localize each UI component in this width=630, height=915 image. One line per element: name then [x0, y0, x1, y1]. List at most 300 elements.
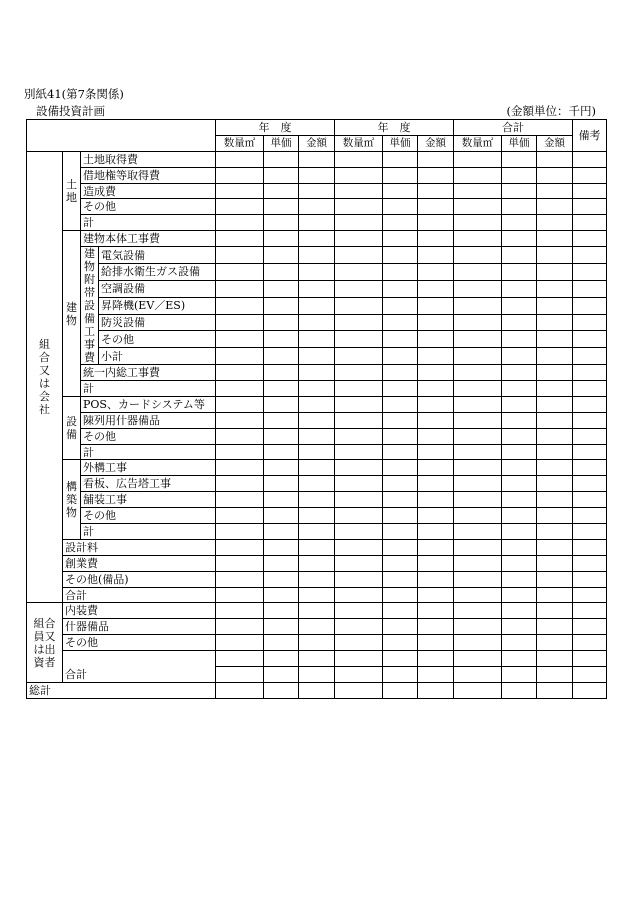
row-label: POS、カードシステム等	[81, 396, 216, 412]
data-cell	[537, 651, 573, 667]
data-cell	[573, 199, 607, 215]
data-cell	[216, 412, 264, 428]
data-cell	[216, 348, 264, 365]
group-contributor: 組合員又は出資者	[27, 603, 63, 682]
data-cell	[383, 539, 418, 555]
data-cell	[537, 476, 573, 492]
data-cell	[335, 231, 383, 247]
data-cell	[383, 555, 418, 571]
data-cell	[383, 365, 418, 381]
data-cell	[335, 444, 383, 460]
data-cell	[502, 555, 537, 571]
data-cell	[299, 539, 335, 555]
data-cell	[454, 331, 502, 348]
data-cell	[299, 508, 335, 524]
data-cell	[502, 587, 537, 603]
data-cell	[502, 297, 537, 314]
data-cell	[216, 603, 264, 619]
data-cell	[216, 444, 264, 460]
data-cell	[383, 199, 418, 215]
data-cell	[573, 651, 607, 667]
data-cell	[573, 492, 607, 508]
data-cell	[216, 524, 264, 540]
row-label: 小計	[99, 348, 216, 365]
data-cell	[418, 524, 454, 540]
document-title: 設備投資計画	[36, 104, 105, 118]
data-cell	[537, 508, 573, 524]
data-cell	[264, 247, 299, 264]
data-cell	[418, 508, 454, 524]
data-cell	[216, 682, 264, 698]
data-cell	[335, 412, 383, 428]
data-cell	[537, 428, 573, 444]
data-cell	[454, 199, 502, 215]
data-cell	[502, 524, 537, 540]
data-cell	[502, 412, 537, 428]
data-cell	[418, 619, 454, 635]
data-cell	[537, 297, 573, 314]
data-cell	[454, 492, 502, 508]
row-label: 合計	[63, 667, 216, 683]
data-cell	[299, 348, 335, 365]
data-cell	[383, 444, 418, 460]
table-row	[27, 297, 607, 314]
data-cell	[264, 331, 299, 348]
data-cell	[216, 183, 264, 199]
data-cell	[418, 651, 454, 667]
data-cell	[335, 381, 383, 397]
data-cell	[335, 492, 383, 508]
data-cell	[502, 167, 537, 183]
data-cell	[299, 365, 335, 381]
data-cell	[502, 444, 537, 460]
data-cell	[537, 444, 573, 460]
data-cell	[502, 635, 537, 651]
data-cell	[216, 247, 264, 264]
table-row	[27, 635, 607, 651]
row-label: 計	[81, 381, 216, 397]
data-cell	[216, 297, 264, 314]
data-cell	[418, 571, 454, 587]
data-cell	[418, 492, 454, 508]
data-cell	[335, 428, 383, 444]
data-cell	[335, 247, 383, 264]
data-cell	[383, 571, 418, 587]
data-cell	[502, 183, 537, 199]
data-cell	[335, 682, 383, 698]
data-cell	[299, 667, 335, 683]
data-cell	[264, 619, 299, 635]
data-cell	[383, 280, 418, 297]
table-row	[27, 682, 607, 698]
data-cell	[264, 183, 299, 199]
data-cell	[383, 297, 418, 314]
data-cell	[502, 199, 537, 215]
data-cell	[264, 199, 299, 215]
data-cell	[63, 651, 216, 667]
data-cell	[299, 215, 335, 231]
group-building: 建物	[63, 231, 81, 397]
data-cell	[537, 396, 573, 412]
data-cell	[335, 667, 383, 683]
data-cell	[454, 444, 502, 460]
data-cell	[383, 460, 418, 476]
data-cell	[502, 508, 537, 524]
data-cell	[573, 571, 607, 587]
data-cell	[537, 280, 573, 297]
data-cell	[335, 348, 383, 365]
data-cell	[454, 539, 502, 555]
data-cell	[537, 348, 573, 365]
data-cell	[502, 476, 537, 492]
data-cell	[335, 476, 383, 492]
data-cell	[573, 215, 607, 231]
row-label: 建物本体工事費	[81, 231, 216, 247]
qty-header: 数量㎡	[454, 135, 502, 151]
data-cell	[216, 151, 264, 167]
data-cell	[502, 460, 537, 476]
data-cell	[418, 331, 454, 348]
data-cell	[383, 263, 418, 280]
data-cell	[573, 348, 607, 365]
data-cell	[216, 460, 264, 476]
data-cell	[383, 476, 418, 492]
group-annex: 建物附帯設備工事費	[81, 247, 99, 365]
data-cell	[454, 151, 502, 167]
data-cell	[573, 539, 607, 555]
table-row	[27, 314, 607, 331]
data-cell	[573, 428, 607, 444]
table-row	[27, 651, 607, 667]
data-cell	[573, 682, 607, 698]
data-cell	[537, 571, 573, 587]
data-cell	[335, 297, 383, 314]
row-label: 計	[81, 524, 216, 540]
data-cell	[216, 396, 264, 412]
data-cell	[264, 587, 299, 603]
data-cell	[264, 555, 299, 571]
data-cell	[573, 314, 607, 331]
data-cell	[299, 263, 335, 280]
data-cell	[264, 215, 299, 231]
year1-header: 年 度	[216, 120, 335, 136]
remarks-header: 備考	[573, 120, 607, 152]
data-cell	[335, 460, 383, 476]
row-label: 給排水衛生ガス設備	[99, 263, 216, 280]
amount-unit-note: (金額単位：千円)	[506, 104, 596, 118]
data-cell	[216, 508, 264, 524]
data-cell	[418, 396, 454, 412]
data-cell	[502, 151, 537, 167]
data-cell	[335, 651, 383, 667]
data-cell	[335, 280, 383, 297]
data-cell	[383, 508, 418, 524]
data-cell	[573, 587, 607, 603]
data-cell	[573, 396, 607, 412]
row-label: その他	[81, 428, 216, 444]
data-cell	[383, 167, 418, 183]
data-cell	[299, 619, 335, 635]
data-cell	[573, 297, 607, 314]
data-cell	[383, 348, 418, 365]
data-cell	[418, 348, 454, 365]
data-cell	[335, 396, 383, 412]
data-cell	[216, 492, 264, 508]
data-cell	[573, 460, 607, 476]
data-cell	[299, 444, 335, 460]
data-cell	[454, 263, 502, 280]
row-label: 昇降機(EV／ES)	[99, 297, 216, 314]
total-header: 合計	[454, 120, 573, 136]
data-cell	[383, 492, 418, 508]
data-cell	[216, 167, 264, 183]
data-cell	[264, 539, 299, 555]
data-cell	[264, 603, 299, 619]
data-cell	[454, 247, 502, 264]
data-cell	[418, 199, 454, 215]
data-cell	[537, 151, 573, 167]
data-cell	[216, 635, 264, 651]
data-cell	[502, 365, 537, 381]
row-label: 内装費	[63, 603, 216, 619]
data-cell	[299, 571, 335, 587]
data-cell	[537, 381, 573, 397]
data-cell	[537, 682, 573, 698]
data-cell	[502, 682, 537, 698]
data-cell	[454, 524, 502, 540]
table-row	[27, 444, 607, 460]
row-label: 創業費	[63, 555, 216, 571]
data-cell	[335, 199, 383, 215]
data-cell	[573, 365, 607, 381]
data-cell	[216, 263, 264, 280]
row-label: 電気設備	[99, 247, 216, 264]
data-cell	[418, 555, 454, 571]
data-cell	[216, 199, 264, 215]
data-cell	[383, 396, 418, 412]
row-label: 設計料	[63, 539, 216, 555]
data-cell	[216, 428, 264, 444]
data-cell	[216, 667, 264, 683]
data-cell	[454, 682, 502, 698]
data-cell	[299, 280, 335, 297]
table-row	[27, 280, 607, 297]
data-cell	[573, 231, 607, 247]
data-cell	[502, 215, 537, 231]
data-cell	[418, 539, 454, 555]
data-cell	[537, 587, 573, 603]
amount-header: 金額	[299, 135, 335, 151]
data-cell	[418, 215, 454, 231]
row-label: その他	[81, 199, 216, 215]
row-label: 造成費	[81, 183, 216, 199]
data-cell	[299, 247, 335, 264]
data-cell	[418, 231, 454, 247]
year2-header: 年 度	[335, 120, 454, 136]
data-cell	[454, 381, 502, 397]
data-cell	[216, 555, 264, 571]
data-cell	[299, 331, 335, 348]
data-cell	[502, 603, 537, 619]
data-cell	[264, 492, 299, 508]
unit-price-header: 単価	[383, 135, 418, 151]
data-cell	[454, 651, 502, 667]
data-cell	[383, 682, 418, 698]
data-cell	[264, 444, 299, 460]
data-cell	[418, 667, 454, 683]
data-cell	[335, 508, 383, 524]
data-cell	[264, 365, 299, 381]
row-label: 統一内総工事費	[81, 365, 216, 381]
row-label: その他	[63, 635, 216, 651]
data-cell	[335, 263, 383, 280]
data-cell	[454, 428, 502, 444]
data-cell	[216, 314, 264, 331]
data-cell	[573, 524, 607, 540]
data-cell	[383, 619, 418, 635]
data-cell	[454, 215, 502, 231]
data-cell	[418, 460, 454, 476]
data-cell	[454, 476, 502, 492]
data-cell	[383, 331, 418, 348]
row-label: 合計	[63, 587, 216, 603]
table-row	[27, 199, 607, 215]
data-cell	[502, 263, 537, 280]
data-cell	[502, 667, 537, 683]
data-cell	[537, 231, 573, 247]
data-cell	[502, 381, 537, 397]
table-row	[27, 396, 607, 412]
data-cell	[573, 508, 607, 524]
data-cell	[264, 381, 299, 397]
data-cell	[299, 587, 335, 603]
table-row	[27, 619, 607, 635]
data-cell	[502, 539, 537, 555]
data-cell	[264, 396, 299, 412]
data-cell	[418, 587, 454, 603]
row-label: その他	[81, 508, 216, 524]
table-row	[27, 508, 607, 524]
data-cell	[383, 231, 418, 247]
data-cell	[299, 524, 335, 540]
data-cell	[383, 651, 418, 667]
data-cell	[537, 247, 573, 264]
data-cell	[264, 167, 299, 183]
data-cell	[537, 365, 573, 381]
table-row	[27, 331, 607, 348]
data-cell	[573, 603, 607, 619]
data-cell	[299, 412, 335, 428]
data-cell	[454, 571, 502, 587]
data-cell	[335, 524, 383, 540]
table-row	[27, 539, 607, 555]
table-row	[27, 247, 607, 264]
amount-header: 金額	[418, 135, 454, 151]
data-cell	[264, 151, 299, 167]
data-cell	[573, 412, 607, 428]
data-cell	[335, 314, 383, 331]
data-cell	[264, 460, 299, 476]
table-row	[27, 348, 607, 365]
table-row	[27, 151, 607, 167]
table-row	[27, 476, 607, 492]
data-cell	[502, 280, 537, 297]
data-cell	[418, 365, 454, 381]
table-row	[27, 381, 607, 397]
investment-plan-table	[26, 119, 607, 699]
data-cell	[335, 365, 383, 381]
table-row	[27, 667, 607, 683]
data-cell	[216, 280, 264, 297]
data-cell	[299, 492, 335, 508]
data-cell	[383, 215, 418, 231]
data-cell	[216, 381, 264, 397]
data-cell	[537, 183, 573, 199]
data-cell	[335, 215, 383, 231]
data-cell	[573, 619, 607, 635]
data-cell	[264, 524, 299, 540]
data-cell	[335, 571, 383, 587]
data-cell	[502, 619, 537, 635]
data-cell	[216, 231, 264, 247]
data-cell	[335, 151, 383, 167]
data-cell	[216, 365, 264, 381]
table-row	[27, 231, 607, 247]
unit-price-header: 単価	[502, 135, 537, 151]
data-cell	[502, 571, 537, 587]
data-cell	[454, 412, 502, 428]
data-cell	[383, 635, 418, 651]
data-cell	[299, 396, 335, 412]
data-cell	[454, 619, 502, 635]
table-row	[27, 428, 607, 444]
data-cell	[264, 682, 299, 698]
data-cell	[264, 412, 299, 428]
table-row	[27, 215, 607, 231]
data-cell	[573, 444, 607, 460]
table-row	[27, 183, 607, 199]
row-label: その他	[99, 331, 216, 348]
data-cell	[299, 428, 335, 444]
data-cell	[216, 587, 264, 603]
data-cell	[454, 603, 502, 619]
data-cell	[573, 167, 607, 183]
data-cell	[216, 571, 264, 587]
data-cell	[537, 263, 573, 280]
group-company: 組合又は会社	[27, 151, 63, 603]
data-cell	[418, 297, 454, 314]
row-label: 防災設備	[99, 314, 216, 331]
table-row	[27, 524, 607, 540]
data-cell	[335, 167, 383, 183]
data-cell	[502, 428, 537, 444]
group-equipment: 設備	[63, 396, 81, 460]
data-cell	[502, 331, 537, 348]
data-cell	[454, 587, 502, 603]
data-cell	[537, 555, 573, 571]
row-label: 陳列用什器備品	[81, 412, 216, 428]
data-cell	[216, 539, 264, 555]
data-cell	[264, 667, 299, 683]
data-cell	[537, 619, 573, 635]
group-land: 土地	[63, 151, 81, 230]
data-cell	[573, 247, 607, 264]
row-label: 土地取得費	[81, 151, 216, 167]
data-cell	[537, 667, 573, 683]
qty-header: 数量㎡	[335, 135, 383, 151]
data-cell	[454, 167, 502, 183]
data-cell	[454, 183, 502, 199]
